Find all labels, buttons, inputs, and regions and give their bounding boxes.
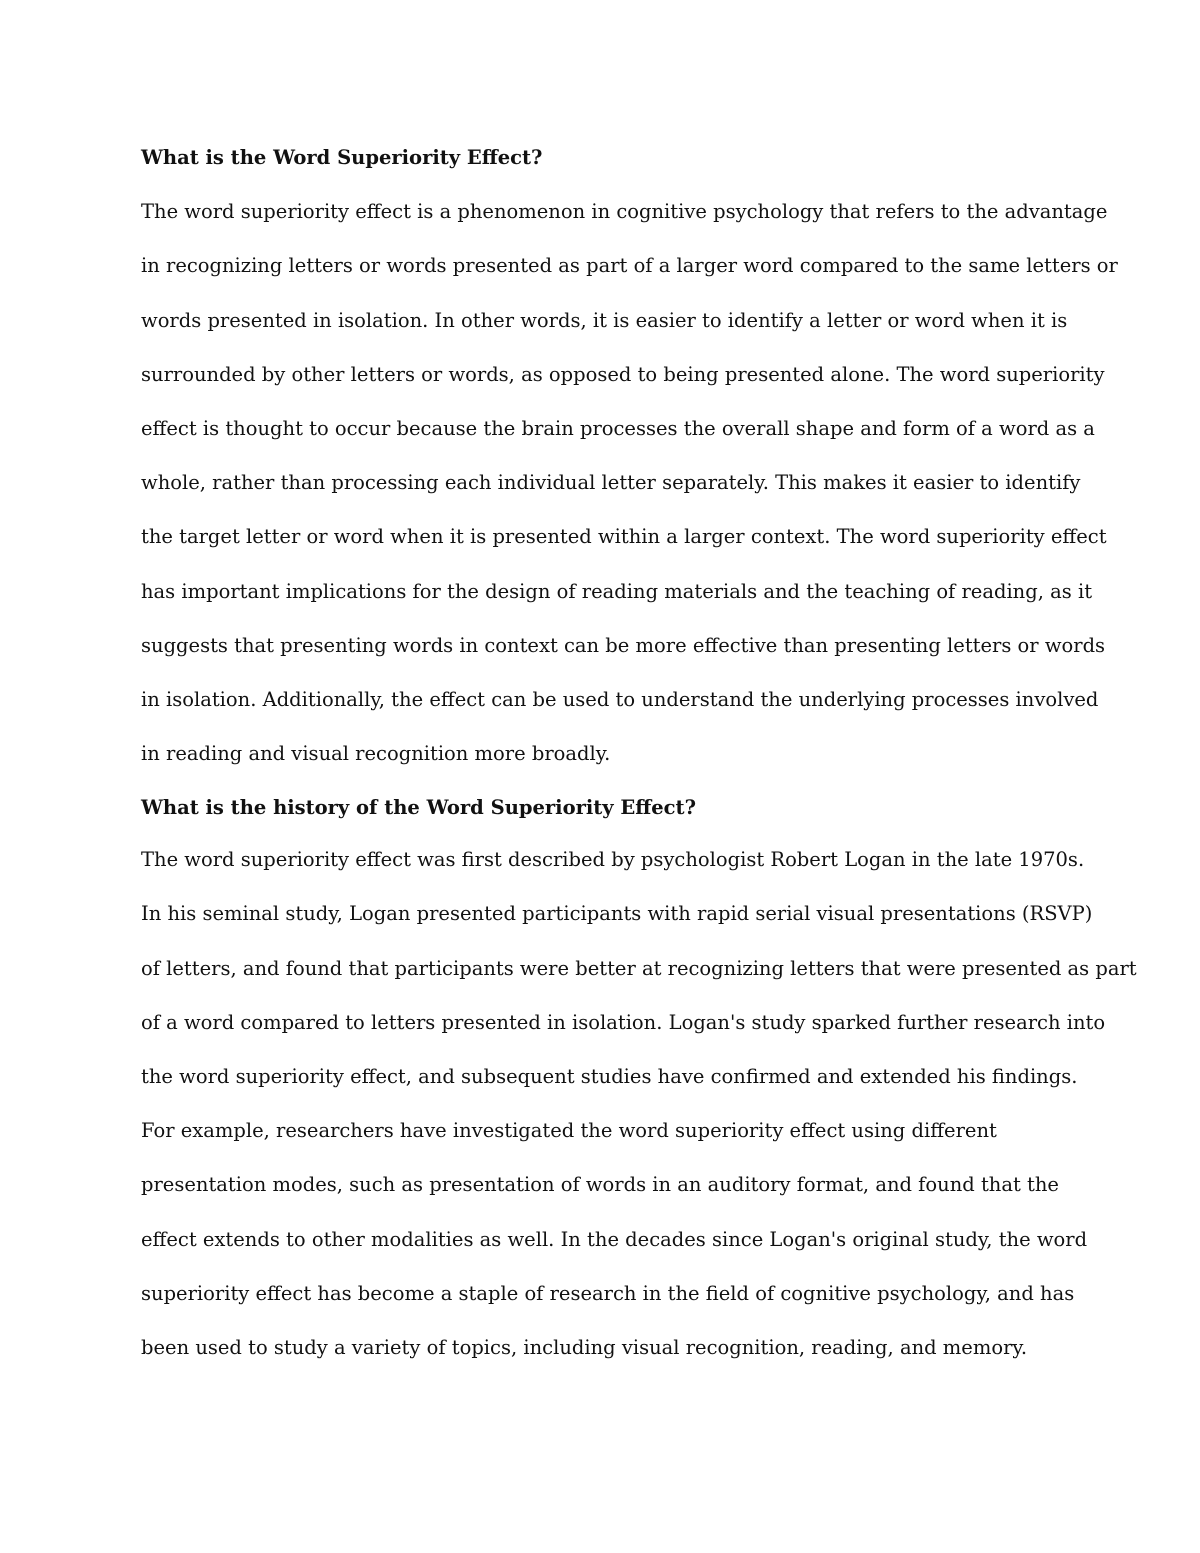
section-heading: What is the history of the Word Superiority Effect? (141, 796, 696, 820)
paragraph-line: The word superiority effect was first described by psychologist Robert Logan in the late 1970s. (141, 848, 1085, 872)
paragraph-line: effect is thought to occur because the brain processes the overall shape and form of a word as a (141, 416, 1095, 440)
paragraph-line: presentation modes, such as presentation of words in an auditory format, and found that the (141, 1173, 1059, 1197)
paragraph-line: For example, researchers have investigated the word superiority effect using different (141, 1119, 997, 1143)
paragraph-line: been used to study a variety of topics, including visual recognition, reading, and memory. (141, 1335, 1028, 1359)
paragraph-line: whole, rather than processing each individual letter separately. This makes it easier to identify (141, 471, 1081, 495)
document-body (141, 138, 1137, 1382)
paragraph-line: words presented in isolation. In other words, it is easier to identify a letter or word when it is (141, 308, 1068, 332)
paragraph-line: in isolation. Additionally, the effect can be used to understand the underlying processes involved (141, 687, 1099, 711)
paragraph-line: in recognizing letters or words presented as part of a larger word compared to the same letters or (141, 254, 1118, 278)
paragraph-line: effect extends to other modalities as well. In the decades since Logan's original study, the word (141, 1227, 1088, 1251)
section-heading: What is the Word Superiority Effect? (141, 146, 543, 169)
paragraph-line: has important implications for the design of reading materials and the teaching of reading, as it (141, 579, 1093, 603)
paragraph-line: surrounded by other letters or words, as opposed to being presented alone. The word superiority (141, 362, 1105, 386)
paragraph-line: of a word compared to letters presented in isolation. Logan's study sparked further research into (141, 1010, 1106, 1034)
paragraph-line: the target letter or word when it is presented within a larger context. The word superiority effect (141, 525, 1107, 549)
paragraph-line: in reading and visual recognition more broadly. (141, 742, 611, 766)
paragraph-line: of letters, and found that participants were better at recognizing letters that were presented as part (141, 956, 1137, 980)
paragraph-line: the word superiority effect, and subsequent studies have confirmed and extended his findings. (141, 1065, 1078, 1088)
paragraph-line: superiority effect has become a staple of research in the field of cognitive psychology, and has (141, 1281, 1075, 1305)
paragraph-line: In his seminal study, Logan presented participants with rapid serial visual presentations (RSVP) (141, 902, 1093, 926)
paragraph-line: The word superiority effect is a phenomenon in cognitive psychology that refers to the advantage (141, 200, 1108, 224)
paragraph-line: suggests that presenting words in context can be more effective than presenting letters or words (141, 633, 1106, 657)
